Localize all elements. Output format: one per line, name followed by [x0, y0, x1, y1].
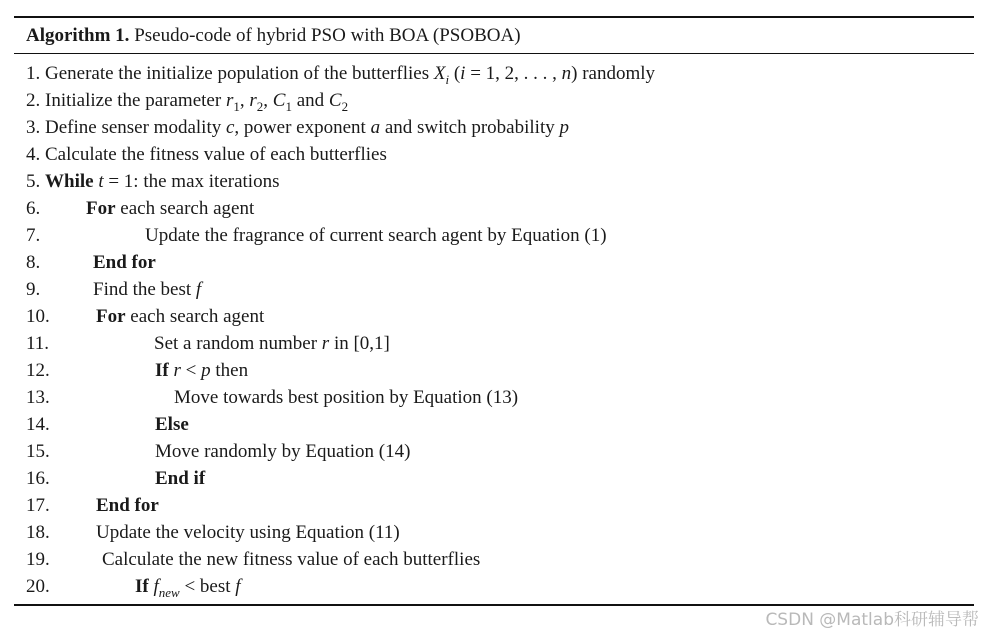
- line-number: 19.: [26, 549, 50, 570]
- math-symbol: f: [235, 576, 241, 597]
- math-symbol: r: [321, 333, 330, 354]
- line-text: [40, 63, 656, 87]
- algorithm-label: Algorithm 1.: [26, 25, 130, 46]
- line-fragment: Update the fragrance of current search agent by Equation (1): [145, 225, 607, 246]
- keyword: If: [155, 360, 169, 381]
- math-symbol: f: [195, 279, 202, 300]
- line-text: [96, 492, 159, 519]
- line-fragment: each search agent: [125, 306, 265, 327]
- line-fragment: (: [449, 63, 461, 84]
- line-text: [174, 384, 518, 411]
- line-text: [145, 222, 607, 249]
- line-number: 6.: [26, 198, 41, 219]
- math-symbol: p: [201, 360, 211, 381]
- line-fragment: Calculate the fitness value of each butterflies: [40, 144, 387, 165]
- line-text: [155, 357, 248, 384]
- algorithm-line: [26, 195, 971, 222]
- line-fragment: Initialize the parameter: [40, 90, 226, 111]
- line-fragment: 2: [256, 98, 264, 114]
- keyword: Else: [155, 414, 189, 435]
- line-fragment: 1: [285, 98, 292, 114]
- line-number: 17.: [26, 495, 50, 516]
- math-symbol: r: [225, 90, 234, 111]
- line-fragment: Move randomly by Equation (14): [155, 441, 411, 462]
- line-text: [40, 171, 279, 192]
- line-fragment: = 1: the max iterations: [103, 171, 280, 192]
- math-symbol: t: [98, 171, 104, 192]
- line-number: 12.: [26, 360, 50, 381]
- math-symbol: r: [249, 90, 257, 111]
- line-number: 1.: [26, 63, 41, 84]
- algorithm-line: [26, 438, 971, 465]
- math-symbol: X: [433, 63, 446, 84]
- line-text: [93, 276, 201, 303]
- line-fragment: then: [210, 360, 249, 381]
- line-fragment: Move towards best position by Equation (13): [174, 387, 519, 408]
- line-number: 18.: [26, 522, 50, 543]
- keyword: For: [96, 306, 126, 327]
- line-number: 3.: [26, 117, 41, 138]
- line-fragment: < best: [179, 576, 236, 597]
- line-text: [154, 330, 390, 357]
- line-fragment: each search agent: [115, 198, 255, 219]
- math-symbol: p: [559, 117, 569, 138]
- line-text: [135, 573, 241, 600]
- line-text: [102, 546, 480, 573]
- math-symbol: new: [158, 584, 180, 600]
- line-text: [155, 411, 189, 438]
- algorithm-line: [26, 465, 971, 492]
- algorithm-line: [26, 60, 971, 87]
- line-fragment: in [0,1]: [329, 333, 390, 354]
- line-number: 2.: [26, 90, 41, 111]
- line-text: [96, 519, 400, 546]
- line-text: [40, 90, 349, 114]
- keyword: If: [135, 576, 149, 597]
- algorithm-line: [26, 303, 971, 330]
- algorithm-line: [26, 330, 971, 357]
- line-fragment: 1: [233, 98, 240, 114]
- algorithm-line: [26, 492, 971, 519]
- line-fragment: Generate the initialize population of the butterflies: [40, 63, 434, 84]
- line-text: [86, 195, 254, 222]
- line-text: [155, 438, 410, 465]
- keyword: End if: [155, 468, 206, 489]
- line-text: [40, 117, 569, 138]
- line-fragment: and switch probability: [380, 117, 560, 138]
- math-symbol: c: [225, 117, 235, 138]
- algorithm-line: [26, 114, 971, 141]
- algorithm-line: [26, 384, 971, 411]
- line-number: 15.: [26, 441, 50, 462]
- algorithm-line: [26, 519, 971, 546]
- algorithm-line: [26, 87, 971, 114]
- line-number: 8.: [26, 252, 41, 273]
- math-symbol: a: [370, 117, 381, 138]
- line-fragment: and: [291, 90, 329, 111]
- algorithm-line: [26, 357, 971, 384]
- line-fragment: Update the velocity using Equation (11): [96, 522, 400, 543]
- line-fragment: ,: [263, 90, 273, 111]
- math-symbol: r: [173, 360, 181, 381]
- line-fragment: Set a random number: [154, 333, 322, 354]
- watermark: CSDN @Matlab科研辅导帮: [765, 610, 979, 630]
- line-number: 4.: [26, 144, 41, 165]
- keyword: For: [86, 198, 116, 219]
- line-text: [96, 303, 264, 330]
- algorithm-line: [26, 141, 971, 168]
- algorithm-line: [26, 249, 971, 276]
- line-text: [93, 249, 156, 276]
- line-fragment: <: [180, 360, 202, 381]
- line-number: 16.: [26, 468, 50, 489]
- line-number: 20.: [26, 576, 50, 597]
- math-symbol: n: [561, 63, 572, 84]
- math-symbol: i: [445, 71, 450, 87]
- line-number: 13.: [26, 387, 50, 408]
- algorithm-line: [26, 573, 971, 600]
- line-fragment: , power exponent: [234, 117, 371, 138]
- algorithm-body: [26, 60, 971, 600]
- line-number: 11.: [26, 333, 50, 354]
- algorithm-line: [26, 276, 971, 303]
- line-number: 14.: [26, 414, 50, 435]
- line-text: [40, 144, 387, 165]
- line-fragment: ) randomly: [571, 63, 656, 84]
- keyword: While: [45, 171, 94, 192]
- table-top-rule: [14, 16, 974, 18]
- algorithm-caption: [26, 25, 521, 47]
- line-number: 10.: [26, 306, 50, 327]
- line-number: 5.: [26, 171, 41, 192]
- table-header-rule: [14, 53, 974, 54]
- line-fragment: Find the best: [93, 279, 196, 300]
- algorithm-title: Pseudo-code of hybrid PSO with BOA (PSOBOA): [134, 25, 521, 46]
- line-fragment: 2: [341, 98, 349, 114]
- line-number: 9.: [26, 279, 41, 300]
- algorithm-line: [26, 222, 971, 249]
- algorithm-line: [26, 546, 971, 573]
- algorithm-line: [26, 411, 971, 438]
- math-symbol: C: [328, 90, 342, 111]
- math-symbol: C: [272, 90, 286, 111]
- keyword: End for: [93, 252, 156, 273]
- keyword: End for: [96, 495, 159, 516]
- algorithm-line: [26, 168, 971, 195]
- line-fragment: = 1, 2, . . . ,: [465, 63, 562, 84]
- math-symbol: f: [153, 576, 159, 597]
- line-fragment: Calculate the new fitness value of each butterflies: [102, 549, 481, 570]
- line-fragment: Define senser modality: [40, 117, 226, 138]
- math-symbol: i: [460, 63, 466, 84]
- line-text: [155, 465, 205, 492]
- line-number: 7.: [26, 225, 41, 246]
- line-fragment: ,: [239, 90, 250, 111]
